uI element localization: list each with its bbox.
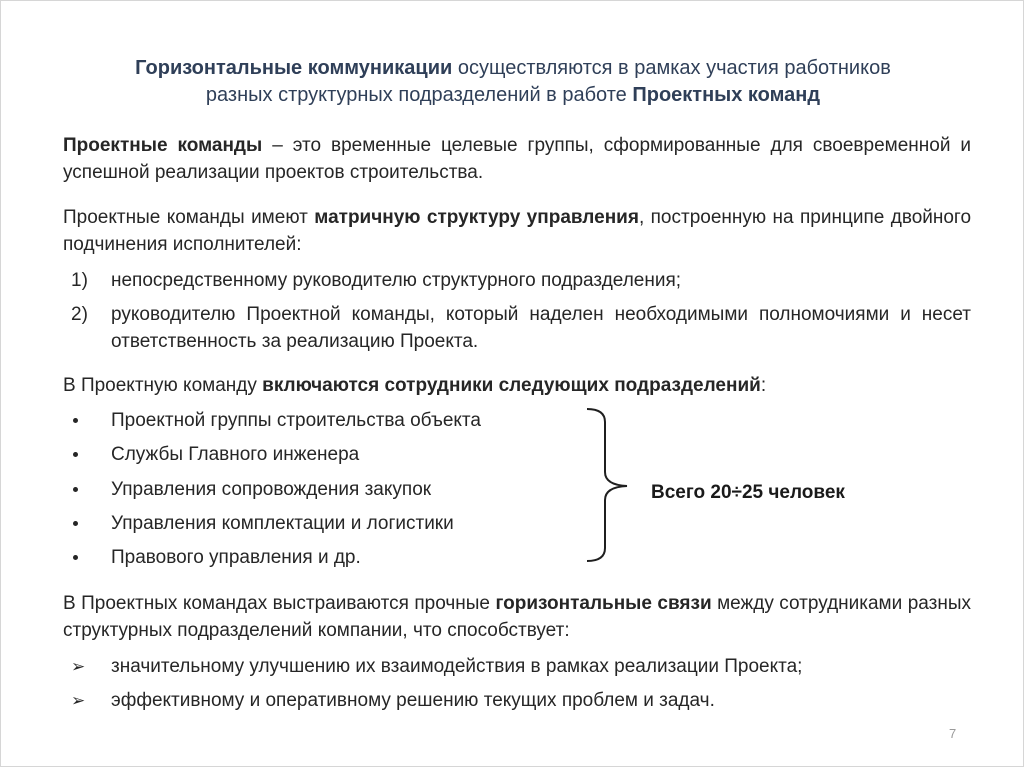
bullet-icon [73,452,78,457]
slide-title [41,55,985,109]
list-item-text: Управления комплектации и логистики [111,513,454,534]
horizontal-pre: В Проектных командах выстраиваются прочные [63,593,496,614]
horizontal-post: между сотрудниками разных структурных подразделений компании, что способствует: [63,593,971,641]
title-text-2: разных структурных подразделений в работе [205,84,633,106]
included-pre: В Проектную команду [63,375,263,396]
included-paragraph [63,372,971,399]
structure-bold: матричную структуру управления [314,207,639,228]
bullet-icon [73,521,78,526]
structure-paragraph [63,204,971,258]
included-post: : [760,375,767,396]
title-bold-1: Горизонтальные коммуникации [135,57,453,79]
list-item-text: эффективному и оперативному решению текущих проблем и задач. [111,690,715,711]
included-bold: включаются сотрудники следующих подразделений [262,375,761,396]
structure-post: , построенную на принципе двойного подчинения исполнителей: [63,207,972,255]
structure-pre: Проектные команды имеют [63,207,315,228]
page-number: 7 [949,726,957,741]
definition-term: Проектные команды [63,135,263,156]
list-number: 2) [71,304,88,325]
team-size-label: Всего 20÷25 человек [651,482,845,503]
list-item-text: непосредственному руководителю структурного подразделения; [111,270,682,291]
title-bold-2: Проектных команд [632,84,821,106]
bullet-icon [73,418,78,423]
definition-text: – это временные целевые группы, сформированные для своевременной и успешной реализации проектов строительства. [63,135,971,183]
list-item-text: значительному улучшению их взаимодействия в рамках реализации Проекта; [111,656,803,677]
horizontal-paragraph [63,590,971,644]
curly-brace-icon [581,406,641,564]
list-number: 1) [71,270,88,291]
list-item-text: руководителю Проектной команды, который наделен необходимыми полномочиями и несет ответственность за реализацию Проекта. [111,304,971,352]
arrow-bullet-icon: ➢ [71,691,86,710]
bullet-icon [73,487,78,492]
list-item-text: Проектной группы строительства объекта [111,410,481,431]
definition-paragraph [63,132,971,186]
horizontal-bold: горизонтальные связи [495,593,712,614]
bullet-icon [73,555,78,560]
title-text-1: осуществляются в рамках участия работников [452,57,891,79]
arrow-bullet-icon: ➢ [71,657,86,676]
list-item-text: Управления сопровождения закупок [111,479,432,500]
list-item-text: Службы Главного инженера [111,444,360,465]
list-item-text: Правового управления и др. [111,547,361,568]
